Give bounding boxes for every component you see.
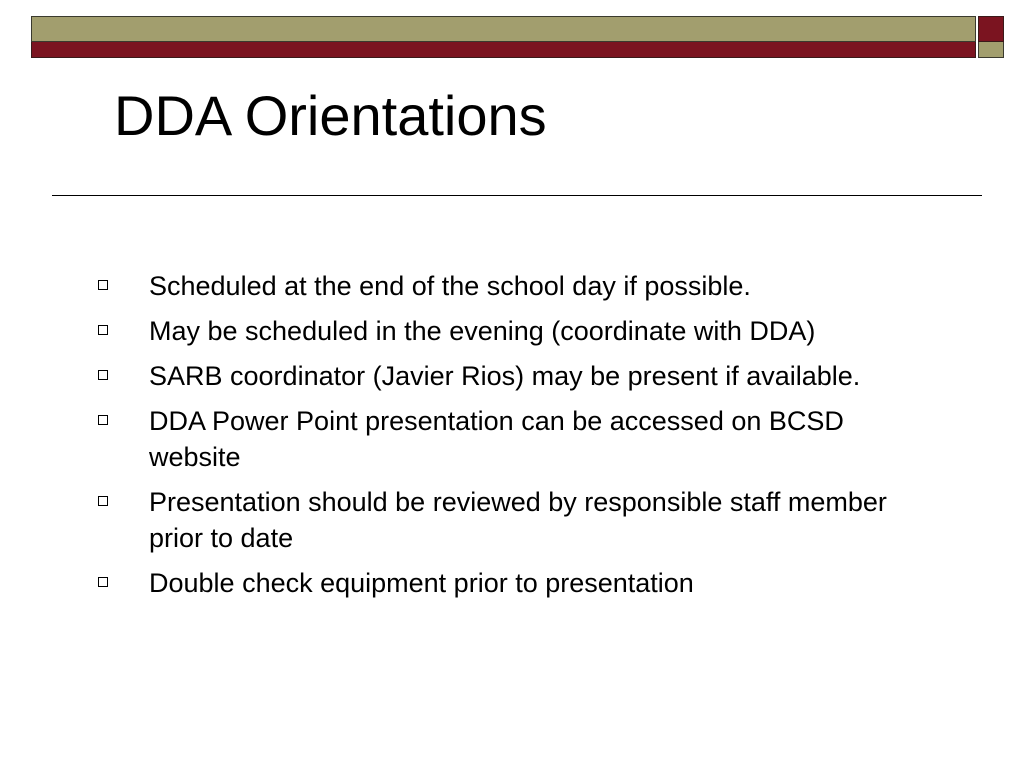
corner-square-maroon (978, 16, 1004, 42)
bullet-text: DDA Power Point presentation can be accessed on BCSD website (149, 406, 844, 472)
list-item (98, 484, 938, 556)
header-banner-maroon (31, 42, 976, 58)
list-item (98, 565, 938, 601)
corner-square-olive (978, 42, 1004, 58)
hollow-square-icon (98, 415, 108, 425)
hollow-square-icon (98, 370, 108, 380)
hollow-square-icon (98, 496, 108, 506)
hollow-square-icon (98, 280, 108, 290)
slide-title: DDA Orientations (114, 84, 547, 147)
hollow-square-icon (98, 325, 108, 335)
list-item (98, 358, 938, 394)
title-divider (52, 195, 982, 196)
hollow-square-icon (98, 577, 108, 587)
list-item (98, 403, 938, 475)
list-item (98, 313, 938, 349)
list-item (98, 268, 938, 304)
bullet-text: Scheduled at the end of the school day if possible. (149, 271, 751, 301)
bullet-list (98, 268, 938, 610)
bullet-text: May be scheduled in the evening (coordinate with DDA) (149, 316, 816, 346)
bullet-text: SARB coordinator (Javier Rios) may be present if available. (149, 361, 861, 391)
header-banner-olive (31, 16, 976, 42)
bullet-text: Double check equipment prior to presentation (149, 568, 694, 598)
bullet-text: Presentation should be reviewed by responsible staff member prior to date (149, 487, 887, 553)
